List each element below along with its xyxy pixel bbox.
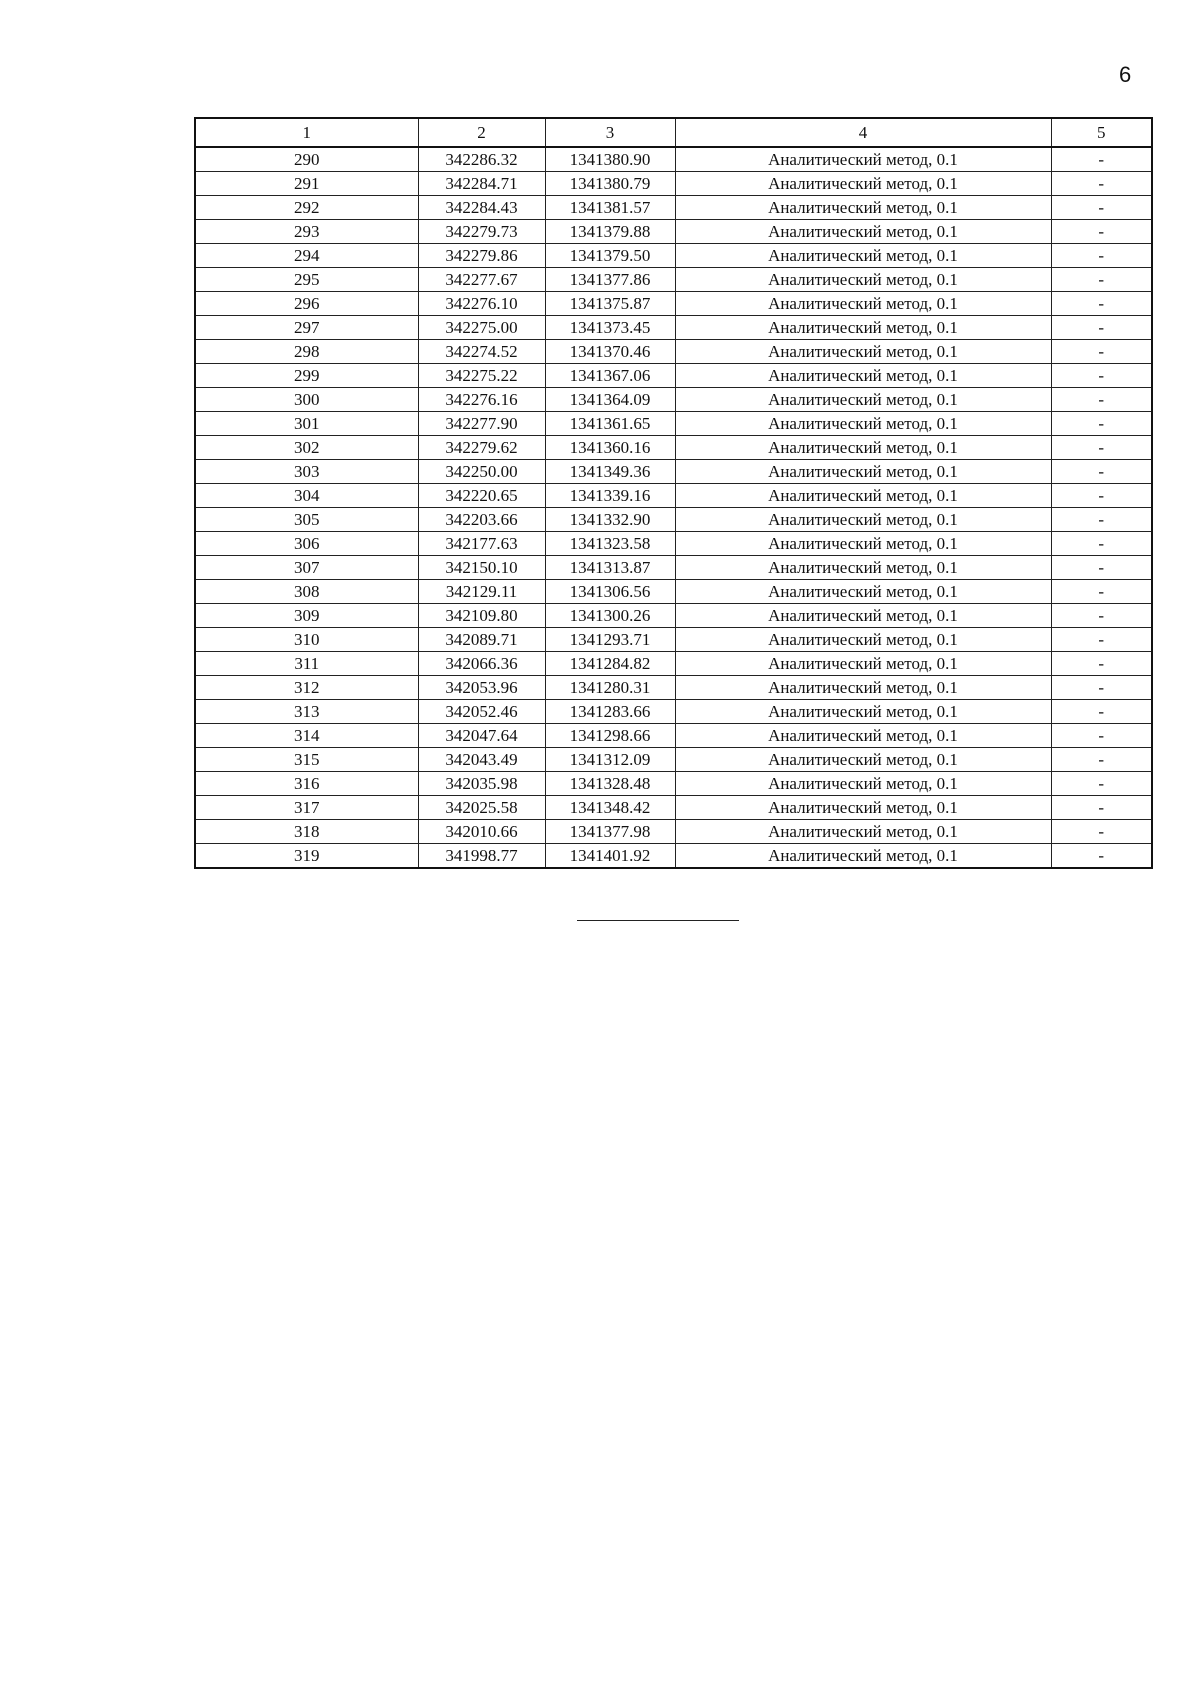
note-cell: - [1051,628,1152,652]
x-coordinate-cell: 342284.43 [418,196,545,220]
y-coordinate-cell: 1341328.48 [545,772,675,796]
table-row [195,628,1152,652]
x-coordinate-cell: 342177.63 [418,532,545,556]
y-coordinate-cell: 1341360.16 [545,436,675,460]
x-coordinate-cell: 342250.00 [418,460,545,484]
y-coordinate-cell: 1341380.90 [545,147,675,172]
note-cell: - [1051,652,1152,676]
point-number-cell: 299 [195,364,418,388]
note-cell: - [1051,676,1152,700]
point-number-cell: 319 [195,844,418,869]
point-number-cell: 307 [195,556,418,580]
column-header-1: 1 [195,118,418,147]
note-cell: - [1051,580,1152,604]
note-cell: - [1051,220,1152,244]
method-cell: Аналитический метод, 0.1 [675,556,1051,580]
note-cell: - [1051,460,1152,484]
y-coordinate-cell: 1341373.45 [545,316,675,340]
y-coordinate-cell: 1341293.71 [545,628,675,652]
table-header-row [195,118,1152,147]
table-row [195,820,1152,844]
y-coordinate-cell: 1341381.57 [545,196,675,220]
method-cell: Аналитический метод, 0.1 [675,147,1051,172]
x-coordinate-cell: 342047.64 [418,724,545,748]
note-cell: - [1051,147,1152,172]
point-number-cell: 296 [195,292,418,316]
method-cell: Аналитический метод, 0.1 [675,244,1051,268]
table-row [195,460,1152,484]
table-row [195,580,1152,604]
method-cell: Аналитический метод, 0.1 [675,460,1051,484]
x-coordinate-cell: 342279.86 [418,244,545,268]
note-cell: - [1051,508,1152,532]
method-cell: Аналитический метод, 0.1 [675,388,1051,412]
y-coordinate-cell: 1341401.92 [545,844,675,869]
point-number-cell: 298 [195,340,418,364]
method-cell: Аналитический метод, 0.1 [675,340,1051,364]
point-number-cell: 303 [195,460,418,484]
y-coordinate-cell: 1341379.50 [545,244,675,268]
table-row [195,796,1152,820]
note-cell: - [1051,364,1152,388]
note-cell: - [1051,412,1152,436]
y-coordinate-cell: 1341306.56 [545,580,675,604]
point-number-cell: 314 [195,724,418,748]
y-coordinate-cell: 1341349.36 [545,460,675,484]
y-coordinate-cell: 1341364.09 [545,388,675,412]
table-row [195,508,1152,532]
x-coordinate-cell: 342025.58 [418,796,545,820]
point-number-cell: 302 [195,436,418,460]
x-coordinate-cell: 342284.71 [418,172,545,196]
column-header-5: 5 [1051,118,1152,147]
note-cell: - [1051,820,1152,844]
point-number-cell: 311 [195,652,418,676]
x-coordinate-cell: 342279.73 [418,220,545,244]
x-coordinate-cell: 342035.98 [418,772,545,796]
note-cell: - [1051,268,1152,292]
point-number-cell: 294 [195,244,418,268]
note-cell: - [1051,196,1152,220]
method-cell: Аналитический метод, 0.1 [675,532,1051,556]
point-number-cell: 312 [195,676,418,700]
x-coordinate-cell: 342089.71 [418,628,545,652]
method-cell: Аналитический метод, 0.1 [675,484,1051,508]
y-coordinate-cell: 1341298.66 [545,724,675,748]
x-coordinate-cell: 342203.66 [418,508,545,532]
method-cell: Аналитический метод, 0.1 [675,628,1051,652]
y-coordinate-cell: 1341283.66 [545,700,675,724]
table-row [195,364,1152,388]
table-row [195,436,1152,460]
point-number-cell: 308 [195,580,418,604]
table-row [195,220,1152,244]
point-number-cell: 290 [195,147,418,172]
method-cell: Аналитический метод, 0.1 [675,700,1051,724]
table-row [195,676,1152,700]
method-cell: Аналитический метод, 0.1 [675,604,1051,628]
y-coordinate-cell: 1341377.98 [545,820,675,844]
method-cell: Аналитический метод, 0.1 [675,196,1051,220]
x-coordinate-cell: 342275.22 [418,364,545,388]
method-cell: Аналитический метод, 0.1 [675,412,1051,436]
note-cell: - [1051,844,1152,869]
y-coordinate-cell: 1341312.09 [545,748,675,772]
table-row [195,844,1152,869]
y-coordinate-cell: 1341375.87 [545,292,675,316]
method-cell: Аналитический метод, 0.1 [675,580,1051,604]
x-coordinate-cell: 341998.77 [418,844,545,869]
y-coordinate-cell: 1341280.31 [545,676,675,700]
note-cell: - [1051,484,1152,508]
x-coordinate-cell: 342276.16 [418,388,545,412]
method-cell: Аналитический метод, 0.1 [675,676,1051,700]
x-coordinate-cell: 342066.36 [418,652,545,676]
x-coordinate-cell: 342277.90 [418,412,545,436]
method-cell: Аналитический метод, 0.1 [675,772,1051,796]
table-row [195,388,1152,412]
table-row [195,196,1152,220]
table-row [195,244,1152,268]
point-number-cell: 310 [195,628,418,652]
point-number-cell: 305 [195,508,418,532]
column-header-2: 2 [418,118,545,147]
coordinates-table [194,117,1153,869]
x-coordinate-cell: 342010.66 [418,820,545,844]
x-coordinate-cell: 342109.80 [418,604,545,628]
note-cell: - [1051,556,1152,580]
y-coordinate-cell: 1341367.06 [545,364,675,388]
note-cell: - [1051,772,1152,796]
method-cell: Аналитический метод, 0.1 [675,508,1051,532]
column-header-4: 4 [675,118,1051,147]
point-number-cell: 316 [195,772,418,796]
point-number-cell: 318 [195,820,418,844]
table-row [195,292,1152,316]
point-number-cell: 291 [195,172,418,196]
table-row [195,268,1152,292]
y-coordinate-cell: 1341380.79 [545,172,675,196]
x-coordinate-cell: 342277.67 [418,268,545,292]
table-row [195,748,1152,772]
point-number-cell: 317 [195,796,418,820]
table-row [195,652,1152,676]
note-cell: - [1051,316,1152,340]
closing-rule-divider [577,920,739,921]
x-coordinate-cell: 342052.46 [418,700,545,724]
x-coordinate-cell: 342279.62 [418,436,545,460]
y-coordinate-cell: 1341348.42 [545,796,675,820]
note-cell: - [1051,532,1152,556]
y-coordinate-cell: 1341323.58 [545,532,675,556]
note-cell: - [1051,604,1152,628]
method-cell: Аналитический метод, 0.1 [675,844,1051,869]
y-coordinate-cell: 1341377.86 [545,268,675,292]
method-cell: Аналитический метод, 0.1 [675,268,1051,292]
point-number-cell: 297 [195,316,418,340]
point-number-cell: 304 [195,484,418,508]
method-cell: Аналитический метод, 0.1 [675,748,1051,772]
point-number-cell: 301 [195,412,418,436]
table-row [195,556,1152,580]
x-coordinate-cell: 342276.10 [418,292,545,316]
page-number: 6 [1119,62,1132,87]
method-cell: Аналитический метод, 0.1 [675,220,1051,244]
table-row [195,484,1152,508]
note-cell: - [1051,292,1152,316]
point-number-cell: 309 [195,604,418,628]
method-cell: Аналитический метод, 0.1 [675,292,1051,316]
table-row [195,532,1152,556]
point-number-cell: 300 [195,388,418,412]
table-row [195,700,1152,724]
note-cell: - [1051,340,1152,364]
x-coordinate-cell: 342129.11 [418,580,545,604]
method-cell: Аналитический метод, 0.1 [675,172,1051,196]
note-cell: - [1051,244,1152,268]
table-row [195,172,1152,196]
column-header-3: 3 [545,118,675,147]
method-cell: Аналитический метод, 0.1 [675,820,1051,844]
note-cell: - [1051,796,1152,820]
x-coordinate-cell: 342043.49 [418,748,545,772]
x-coordinate-cell: 342220.65 [418,484,545,508]
y-coordinate-cell: 1341313.87 [545,556,675,580]
point-number-cell: 295 [195,268,418,292]
table-row [195,412,1152,436]
y-coordinate-cell: 1341361.65 [545,412,675,436]
point-number-cell: 313 [195,700,418,724]
x-coordinate-cell: 342150.10 [418,556,545,580]
method-cell: Аналитический метод, 0.1 [675,724,1051,748]
point-number-cell: 293 [195,220,418,244]
table-row [195,340,1152,364]
y-coordinate-cell: 1341370.46 [545,340,675,364]
method-cell: Аналитический метод, 0.1 [675,364,1051,388]
point-number-cell: 306 [195,532,418,556]
x-coordinate-cell: 342286.32 [418,147,545,172]
table-row [195,772,1152,796]
x-coordinate-cell: 342053.96 [418,676,545,700]
table-row [195,316,1152,340]
method-cell: Аналитический метод, 0.1 [675,436,1051,460]
point-number-cell: 292 [195,196,418,220]
note-cell: - [1051,700,1152,724]
method-cell: Аналитический метод, 0.1 [675,652,1051,676]
y-coordinate-cell: 1341284.82 [545,652,675,676]
table-row [195,147,1152,172]
x-coordinate-cell: 342274.52 [418,340,545,364]
note-cell: - [1051,724,1152,748]
note-cell: - [1051,172,1152,196]
table-row [195,604,1152,628]
y-coordinate-cell: 1341332.90 [545,508,675,532]
table-body [195,147,1152,868]
table-row [195,724,1152,748]
note-cell: - [1051,388,1152,412]
y-coordinate-cell: 1341379.88 [545,220,675,244]
method-cell: Аналитический метод, 0.1 [675,796,1051,820]
y-coordinate-cell: 1341339.16 [545,484,675,508]
note-cell: - [1051,748,1152,772]
x-coordinate-cell: 342275.00 [418,316,545,340]
method-cell: Аналитический метод, 0.1 [675,316,1051,340]
point-number-cell: 315 [195,748,418,772]
note-cell: - [1051,436,1152,460]
y-coordinate-cell: 1341300.26 [545,604,675,628]
